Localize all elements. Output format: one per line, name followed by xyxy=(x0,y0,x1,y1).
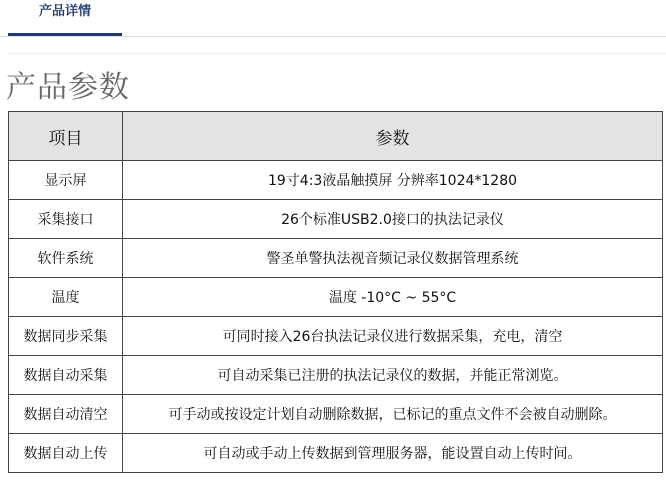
row-value-cell: 可同时接入26台执法记录仪进行数据采集，充电，清空 xyxy=(123,317,663,356)
table-row xyxy=(9,239,663,278)
row-item-cell: 软件系统 xyxy=(9,239,123,278)
active-tab-indicator xyxy=(8,33,122,36)
row-item-cell: 数据自动采集 xyxy=(9,356,123,395)
row-item-cell: 采集接口 xyxy=(9,200,123,239)
table-row xyxy=(9,434,663,473)
row-item-cell: 显示屏 xyxy=(9,161,123,200)
table-row xyxy=(9,395,663,434)
row-value-cell: 可自动或手动上传数据到管理服务器，能设置自动上传时间。 xyxy=(123,434,663,473)
tab-bar xyxy=(0,0,666,37)
product-parameters-table xyxy=(8,111,663,473)
table-row xyxy=(9,161,663,200)
row-value-cell: 26个标准USB2.0接口的执法记录仪 xyxy=(123,200,663,239)
row-value-cell: 温度 -10°C ~ 55°C xyxy=(123,278,663,317)
table-header-row xyxy=(9,112,663,161)
table-row xyxy=(9,278,663,317)
row-value-cell: 警圣单警执法视音频记录仪数据管理系统 xyxy=(123,239,663,278)
table-row xyxy=(9,356,663,395)
header-parameter: 参数 xyxy=(123,112,663,161)
row-value-cell: 可自动采集已注册的执法记录仪的数据，并能正常浏览。 xyxy=(123,356,663,395)
header-item: 项目 xyxy=(9,112,123,161)
section-title: 产品参数 xyxy=(6,70,130,105)
row-item-cell: 数据同步采集 xyxy=(9,317,123,356)
table-row xyxy=(9,200,663,239)
row-item-cell: 数据自动清空 xyxy=(9,395,123,434)
table-row xyxy=(9,317,663,356)
row-item-cell: 温度 xyxy=(9,278,123,317)
tab-product-details[interactable]: 产品详情 xyxy=(38,4,91,19)
row-item-cell: 数据自动上传 xyxy=(9,434,123,473)
row-value-cell: 19寸4:3液晶触摸屏 分辨率1024*1280 xyxy=(123,161,663,200)
divider xyxy=(8,53,666,54)
row-value-cell: 可手动或按设定计划自动删除数据，已标记的重点文件不会被自动删除。 xyxy=(123,395,663,434)
